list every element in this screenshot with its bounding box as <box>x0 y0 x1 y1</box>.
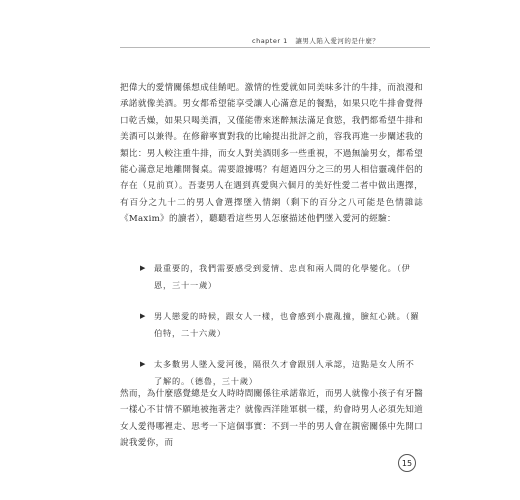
quote-item <box>140 356 422 390</box>
quote-text: 太多數男人墜入愛河後，隔很久才會跟別人承認，這點是女人所不了解的。（德魯，三十歲） <box>154 359 415 386</box>
quote-text: 最重要的，我們需要感受到愛情、忠貞和兩人間的化學變化。（伊恩，三十一歲） <box>154 263 411 290</box>
chapter-label: chapter 1 <box>252 37 288 45</box>
quote-item <box>140 308 422 342</box>
quote-item <box>140 260 422 294</box>
quote-text: 男人戀愛的時候，跟女人一樣，也會感到小鹿亂撞，臉紅心跳。（羅伯特，二十六歲） <box>154 311 420 338</box>
closing-paragraph: 然而，為什麼感覺總是女人時時間關係往承諾靠近，而男人就像小孩子有牙醫一樣心不甘情不願地被拖著走？就像西洋陸軍棋一樣，約會時男人必須先知道女人愛得哪裡走、思考一下這個事實：不到一半的男人會在親密關係中先開口說我愛你，而 <box>120 389 423 449</box>
triangle-bullet-icon: ▶ <box>140 360 147 368</box>
running-header <box>252 36 379 45</box>
triangle-bullet-icon: ▶ <box>140 264 147 272</box>
page-number: 15 <box>398 454 416 472</box>
triangle-bullet-icon: ▶ <box>140 312 147 320</box>
chapter-title: 讓男人陷入愛河的是什麼？ <box>295 37 380 45</box>
quote-list <box>140 260 422 404</box>
header-divider <box>120 47 430 48</box>
opening-paragraph: 把偉大的愛情關係想成佳餚吧。激情的性愛就如同美味多汁的牛排，而浪漫和承諾就像美酒。男女都希望能享受讓人心滿意足的餐點，如果只吃牛排會覺得口乾舌燥，如果只喝美酒，又僅能帶來迷醉無法滿足食慾，我們都希望牛排和美酒可以兼得。在修辭寧實對我的比喻提出批評之前，容我再進一步闡述我的類比：男人較注重牛排，而女人對美酒則多一些重視，不過無論男女，都希望能心滿意足地離開餐桌。需要證據嗎？有超過四分之三的男人相信靈魂伴侶的存在（見前頁）。吾妻男人在遇到真愛與六個月的美好性愛二者中做出選擇，有百分之九十二的男人會選擇墜入情網（剩下的百分之八可能是色情雜誌《Maxim》的讀者），聽聽看這些男人怎麼描述他們墜入愛河的經驗： <box>120 83 423 225</box>
